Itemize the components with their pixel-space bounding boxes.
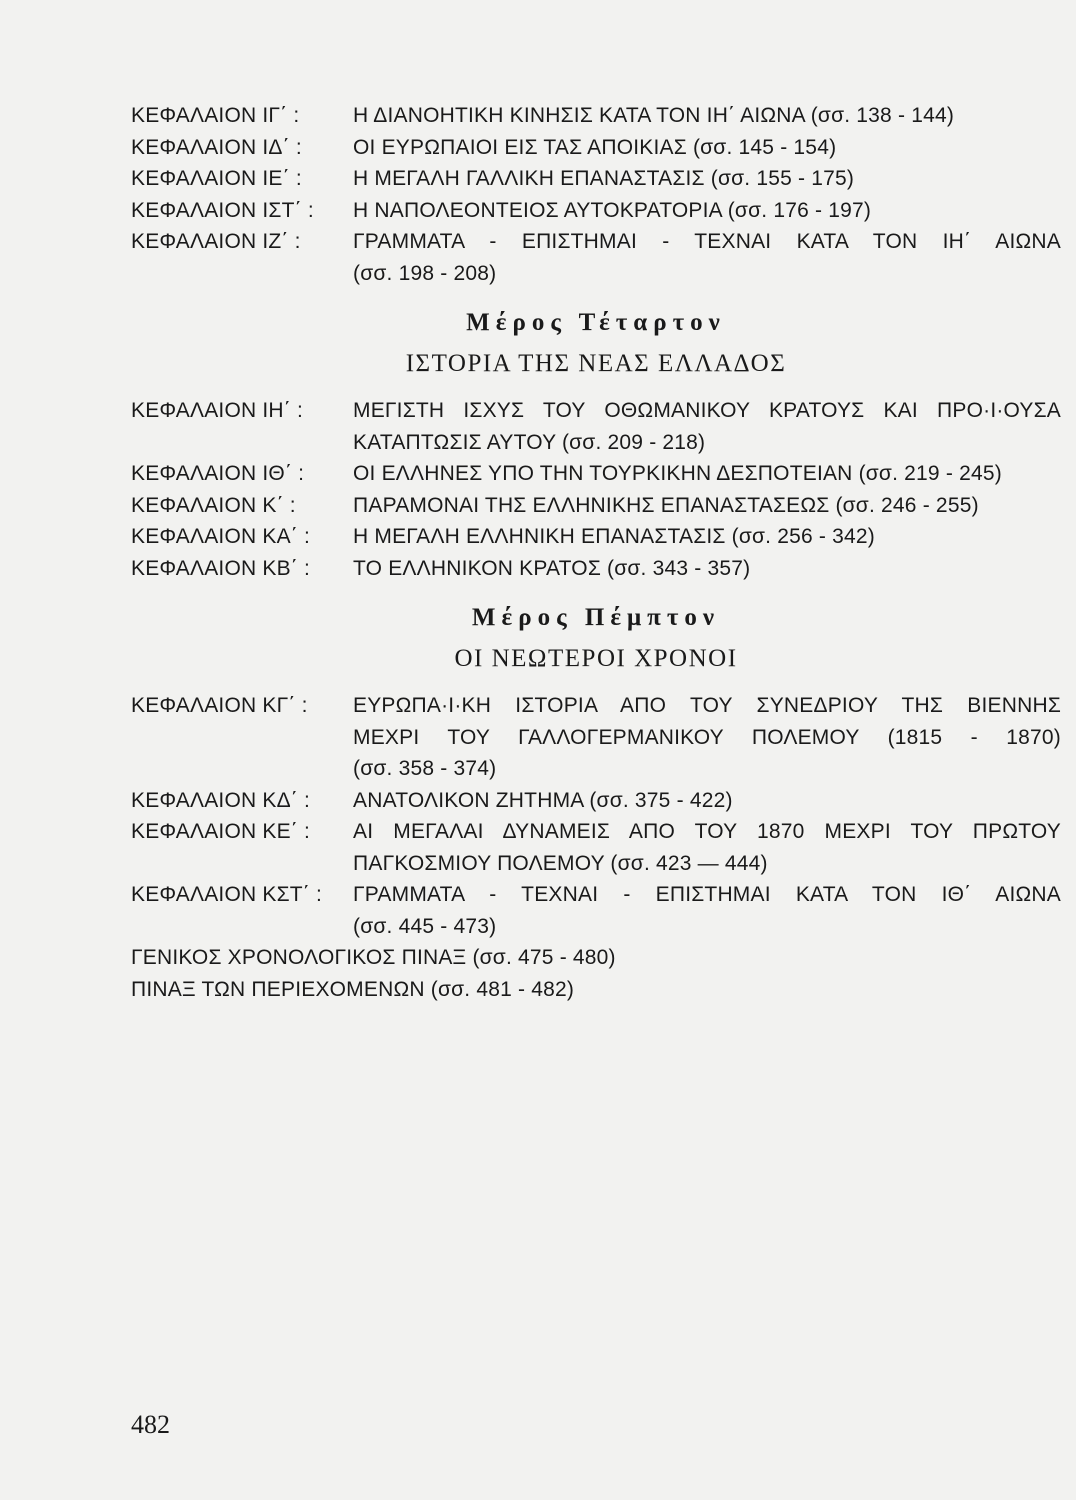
chapter-title-line: ΕΥΡΩΠΑ·Ι·ΚΗ ΙΣΤΟΡΙΑ ΑΠΟ ΤΟΥ ΣΥΝΕΔΡΙΟΥ ΤΗΣ ΒΙΕΝΝΗΣ [353,694,1061,717]
chapter-title-line: ΑΙ ΜΕΓΑΛΑΙ ΔΥΝΑΜΕΙΣ ΑΠΟ ΤΟΥ 1870 ΜΕΧΡΙ ΤΟΥ ΠΡΩΤΟΥ [353,820,1061,843]
chapter-title-line: ΚΑΤΑΠΤΩΣΙΣ ΑΥΤΟΥ (σσ. 209 - 218) [353,430,706,454]
toc-entry-ch20 [131,490,1061,522]
chapter-title [353,163,1061,195]
toc-entry-contents-table: ΠΙΝΑΞ ΤΩΝ ΠΕΡΙΕΧΟΜΕΝΩΝ (σσ. 481 - 482) [131,977,575,1001]
chapter-title-line: ΤΟ ΕΛΛΗΝΙΚΟΝ ΚΡΑΤΟΣ (σσ. 343 - 357) [353,556,751,580]
toc-entry-ch19 [131,458,1061,490]
toc-entry-chronological-table: ΓΕΝΙΚΟΣ ΧΡΟΝΟΛΟΓΙΚΟΣ ΠΙΝΑΞ (σσ. 475 - 480) [131,946,616,969]
chapter-title-line: ΓΡΑΜΜΑΤΑ - ΤΕΧΝΑΙ - ΕΠΙΣΤΗΜΑΙ ΚΑΤΑ ΤΟΝ ΙΘ΄ ΑΙΩΝΑ [353,883,1061,906]
toc-entry-ch15 [131,163,1061,195]
chapter-title-line: Η ΜΕΓΑΛΗ ΕΛΛΗΝΙΚΗ ΕΠΑΝΑΣΤΑΣΙΣ (σσ. 256 - 342) [353,525,875,548]
part-five-subheading: ΟΙ ΝΕΩΤΕΡΟΙ ΧΡΟΝΟΙ [454,645,738,672]
chapter-title-line: ΠΑΡΑΜΟΝΑΙ ΤΗΣ ΕΛΛΗΝΙΚΗΣ ΕΠΑΝΑΣΤΑΣΕΩΣ (σσ. 246 - 255) [353,493,979,517]
toc-entry-ch25 [131,816,1061,879]
part-four-subheading: ΙΣΤΟΡΙΑ ΤΗΣ ΝΕΑΣ ΕΛΛΑΔΟΣ [405,350,787,377]
toc-entry-ch14 [131,132,1061,164]
chapter-label: ΚΕΦΑΛΑΙΟΝ ΙΕ΄ : [131,167,302,190]
part-five-heading: Μέρος Πέμπτον [471,604,721,631]
chapter-title-line: Η ΔΙΑΝΟΗΤΙΚΗ ΚΙΝΗΣΙΣ ΚΑΤΑ ΤΟΝ ΙΗ΄ ΑΙΩΝΑ (σσ. 138 - 144) [353,104,955,127]
chapter-label: ΚΕΦΑΛΑΙΟΝ ΙΣΤ΄ : [131,198,314,222]
chapter-title [353,195,1061,227]
part-four-heading: Μέρος Τέταρτον [466,309,726,336]
chapter-label: ΚΕΦΑΛΑΙΟΝ ΙΔ΄ : [131,135,302,159]
chapter-label: ΚΕΦΑΛΑΙΟΝ ΚΒ΄ : [131,556,311,580]
chapter-label: ΚΕΦΑΛΑΙΟΝ ΚΔ΄ : [131,788,311,812]
chapter-title [353,100,1061,132]
toc-entry-ch21 [131,521,1061,553]
chapter-title [353,132,1061,164]
toc-entry-ch26 [131,879,1061,942]
chapter-label: ΚΕΦΑΛΑΙΟΝ ΙΗ΄ : [131,399,304,422]
chapter-label: ΚΕΦΑΛΑΙΟΝ ΙΓ΄ : [131,104,300,127]
toc-entry-ch18 [131,395,1061,458]
chapter-title [353,521,1061,553]
chapter-title-line: (σσ. 358 - 374) [353,757,497,780]
chapter-title-line: ΑΝΑΤΟΛΙΚΟΝ ΖΗΤΗΜΑ (σσ. 375 - 422) [353,788,733,812]
toc-entry-ch13 [131,100,1061,132]
page-number: 482 [131,1410,170,1439]
chapter-title [353,490,1061,522]
chapter-title [353,226,1061,289]
chapter-title [353,785,1061,817]
chapter-title-line: Η ΜΕΓΑΛΗ ΓΑΛΛΙΚΗ ΕΠΑΝΑΣΤΑΣΙΣ (σσ. 155 - 175) [353,167,855,190]
chapter-title-line: ΓΡΑΜΜΑΤΑ - ΕΠΙΣΤΗΜΑΙ - ΤΕΧΝΑΙ ΚΑΤΑ ΤΟΝ ΙΗ΄ ΑΙΩΝΑ [353,230,1061,253]
chapter-title-line: ΟΙ ΕΥΡΩΠΑΙΟΙ ΕΙΣ ΤΑΣ ΑΠΟΙΚΙΑΣ (σσ. 145 - 154) [353,135,837,159]
chapter-title [353,395,1061,458]
chapter-title [353,690,1061,785]
chapter-title [353,816,1061,879]
chapter-title-line: ΟΙ ΕΛΛΗΝΕΣ ΥΠΟ ΤΗΝ ΤΟΥΡΚΙΚΗΝ ΔΕΣΠΟΤΕΙΑΝ (σσ. 219 - 245) [353,462,1002,485]
toc-entry-ch22 [131,553,1061,585]
chapter-label: ΚΕΦΑΛΑΙΟΝ ΚΑ΄ : [131,525,311,548]
toc-entry-ch24 [131,785,1061,817]
chapter-title-line: ΠΑΓΚΟΣΜΙΟΥ ΠΟΛΕΜΟΥ (σσ. 423 — 444) [353,851,768,875]
chapter-title [353,879,1061,942]
table-of-contents [131,100,1061,1005]
chapter-label: ΚΕΦΑΛΑΙΟΝ ΚΓ΄ : [131,694,308,717]
chapter-title [353,553,1061,585]
chapter-title-line: ΜΕΓΙΣΤΗ ΙΣΧΥΣ ΤΟΥ ΟΘΩΜΑΝΙΚΟΥ ΚΡΑΤΟΥΣ ΚΑΙ ΠΡΟ·Ι·ΟΥΣΑ [353,399,1061,422]
chapter-label: ΚΕΦΑΛΑΙΟΝ Κ΄ : [131,493,296,517]
chapter-title-line: (σσ. 445 - 473) [353,914,497,938]
chapter-label: ΚΕΦΑΛΑΙΟΝ ΚΣΤ΄ : [131,883,323,906]
chapter-title [353,458,1061,490]
chapter-title-line: (σσ. 198 - 208) [353,261,497,285]
chapter-title-line: ΜΕΧΡΙ ΤΟΥ ΓΑΛΛΟΓΕΡΜΑΝΙΚΟΥ ΠΟΛΕΜΟΥ (1815 - 1870) [353,725,1061,749]
chapter-title-line: Η ΝΑΠΟΛΕΟΝΤΕΙΟΣ ΑΥΤΟΚΡΑΤΟΡΙΑ (σσ. 176 - 197) [353,198,872,222]
toc-entry-ch17 [131,226,1061,289]
toc-entry-ch23 [131,690,1061,785]
chapter-label: ΚΕΦΑΛΑΙΟΝ ΙΖ΄ : [131,230,301,253]
chapter-label: ΚΕΦΑΛΑΙΟΝ ΚΕ΄ : [131,820,311,843]
chapter-label: ΚΕΦΑΛΑΙΟΝ ΙΘ΄ : [131,462,305,485]
toc-entry-ch16 [131,195,1061,227]
